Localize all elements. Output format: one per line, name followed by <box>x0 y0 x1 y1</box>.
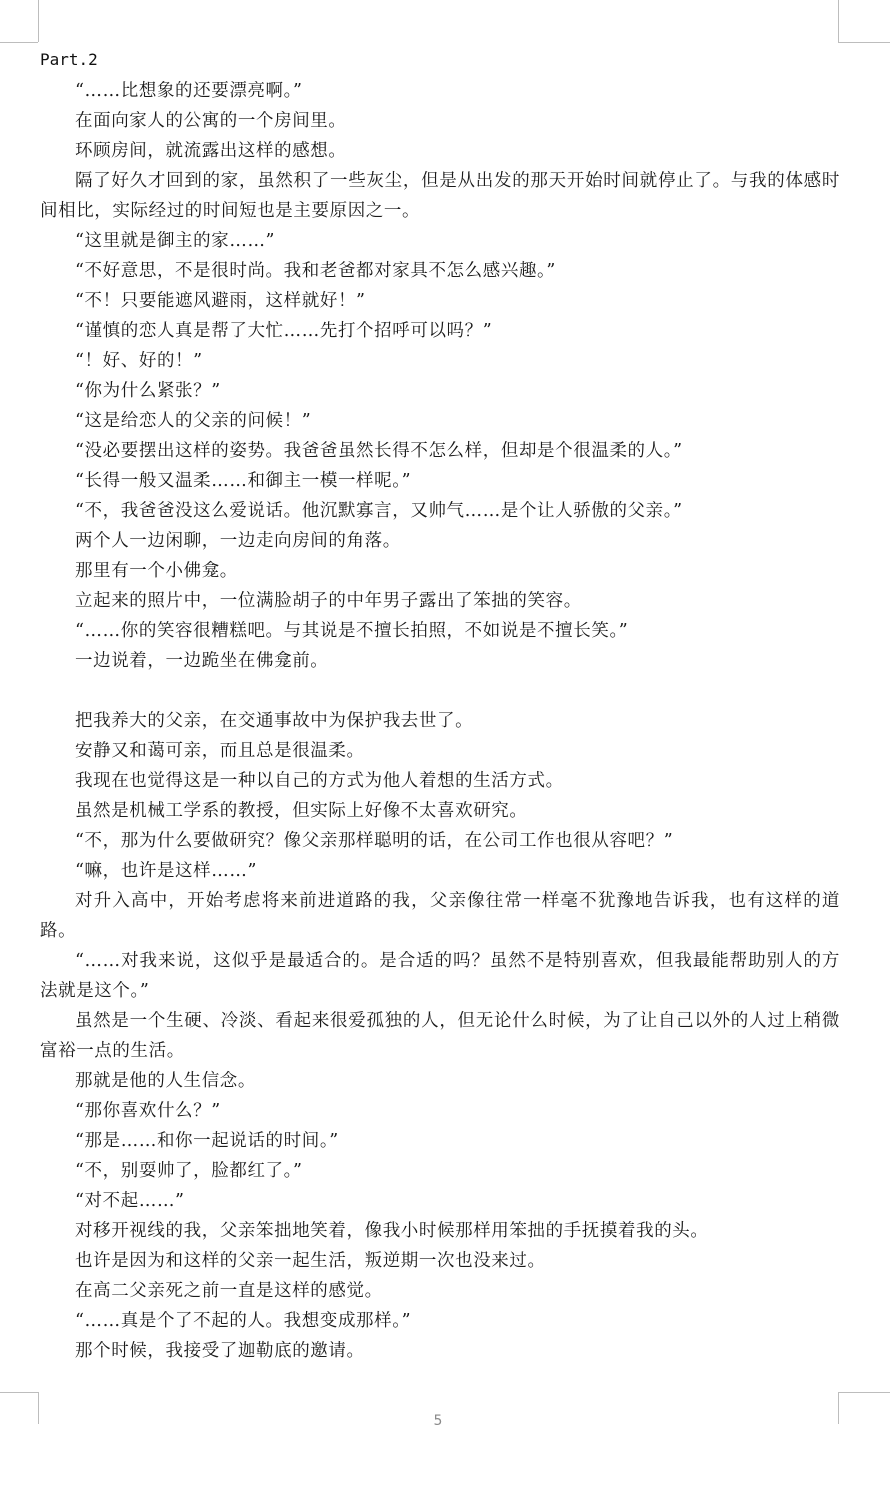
paragraph: “不！只要能遮风避雨，这样就好！” <box>75 291 366 311</box>
paragraph: “……比想象的还要漂亮啊。” <box>75 81 303 101</box>
paragraph: “不，那为什么要做研究？像父亲那样聪明的话，在公司工作也很从容吧？” <box>75 831 674 851</box>
paragraph: “不，别耍帅了，脸都红了。” <box>75 1161 303 1181</box>
body-text <box>40 76 840 1366</box>
paragraph: 那里有一个小佛龛。 <box>75 561 238 581</box>
paragraph: 安静又和蔼可亲，而且总是很温柔。 <box>75 741 365 761</box>
paragraph: “对不起……” <box>75 1191 185 1211</box>
crop-mark-bottom-left-horizontal <box>0 1392 38 1393</box>
paragraph: 我现在也觉得这是一种以自己的方式为他人着想的生活方式。 <box>75 771 564 791</box>
paragraph: “你为什么紧张？” <box>75 381 221 401</box>
paragraph: “嘛，也许是这样……” <box>75 861 257 881</box>
paragraph: 对升入高中，开始考虑将来前进道路的我，父亲像往常一样毫不犹豫地告诉我，也有这样的道路。 <box>40 891 840 941</box>
paragraph: “……真是个了不起的人。我想变成那样。” <box>75 1311 412 1331</box>
paragraph: “！好、好的！” <box>75 351 203 371</box>
paragraph: “那你喜欢什么？” <box>75 1101 221 1121</box>
paragraph: 虽然是一个生硬、冷淡、看起来很爱孤独的人，但无论什么时候，为了让自己以外的人过上稍微富裕一点的生活。 <box>40 1011 840 1061</box>
paragraph: 立起来的照片中，一位满脸胡子的中年男子露出了笨拙的笑容。 <box>75 591 582 611</box>
paragraph: 一边说着，一边跪坐在佛龛前。 <box>75 651 329 671</box>
paragraph: “这里就是御主的家……” <box>75 231 276 251</box>
part-title: Part.2 <box>40 50 98 69</box>
paragraph: “那是……和你一起说话的时间。” <box>75 1131 339 1151</box>
paragraph: “长得一般又温柔……和御主一模一样呢。” <box>75 471 412 491</box>
paragraph: 在高二父亲死之前一直是这样的感觉。 <box>75 1281 383 1301</box>
paragraph: 虽然是机械工学系的教授，但实际上好像不太喜欢研究。 <box>75 801 528 821</box>
paragraph: “谨慎的恋人真是帮了大忙……先打个招呼可以吗？” <box>75 321 493 341</box>
paragraph: “不好意思，不是很时尚。我和老爸都对家具不怎么感兴趣。” <box>75 261 556 281</box>
paragraph: 对移开视线的我，父亲笨拙地笑着，像我小时候那样用笨拙的手抚摸着我的头。 <box>75 1221 709 1241</box>
paragraph: “……你的笑容很糟糕吧。与其说是不擅长拍照，不如说是不擅长笑。” <box>75 621 629 641</box>
crop-mark-bottom-right-horizontal <box>838 1392 890 1393</box>
paragraph: “……对我来说，这似乎是最适合的。是合适的吗？虽然不是特别喜欢，但我最能帮助别人的方法就是这个。” <box>40 951 840 1001</box>
page-number: 5 <box>433 1413 443 1429</box>
paragraph: 环顾房间，就流露出这样的感想。 <box>75 141 347 161</box>
paragraph: “这是给恋人的父亲的问候！” <box>75 411 312 431</box>
paragraph: 也许是因为和这样的父亲一起生活，叛逆期一次也没来过。 <box>75 1251 546 1271</box>
paragraph: 隔了好久才回到的家，虽然积了一些灰尘，但是从出发的那天开始时间就停止了。与我的体感时间相比，实际经过的时间短也是主要原因之一。 <box>40 171 840 221</box>
paragraph: “不，我爸爸没这么爱说话。他沉默寡言，又帅气……是个让人骄傲的父亲。” <box>75 501 683 521</box>
crop-mark-top-right-vertical <box>838 0 839 42</box>
crop-mark-top-right-horizontal <box>838 42 890 43</box>
paragraph: 那个时候，我接受了迦勒底的邀请。 <box>75 1341 365 1361</box>
paragraph: 那就是他的人生信念。 <box>75 1071 256 1091</box>
paragraph: 把我养大的父亲，在交通事故中为保护我去世了。 <box>75 711 474 731</box>
paragraph: “没必要摆出这样的姿势。我爸爸虽然长得不怎么样，但却是个很温柔的人。” <box>75 441 683 461</box>
crop-mark-top-left-horizontal <box>0 42 38 43</box>
paragraph: 在面向家人的公寓的一个房间里。 <box>75 111 347 131</box>
section-break <box>40 676 840 706</box>
crop-mark-top-left-vertical <box>38 0 39 42</box>
paragraph: 两个人一边闲聊，一边走向房间的角落。 <box>75 531 401 551</box>
